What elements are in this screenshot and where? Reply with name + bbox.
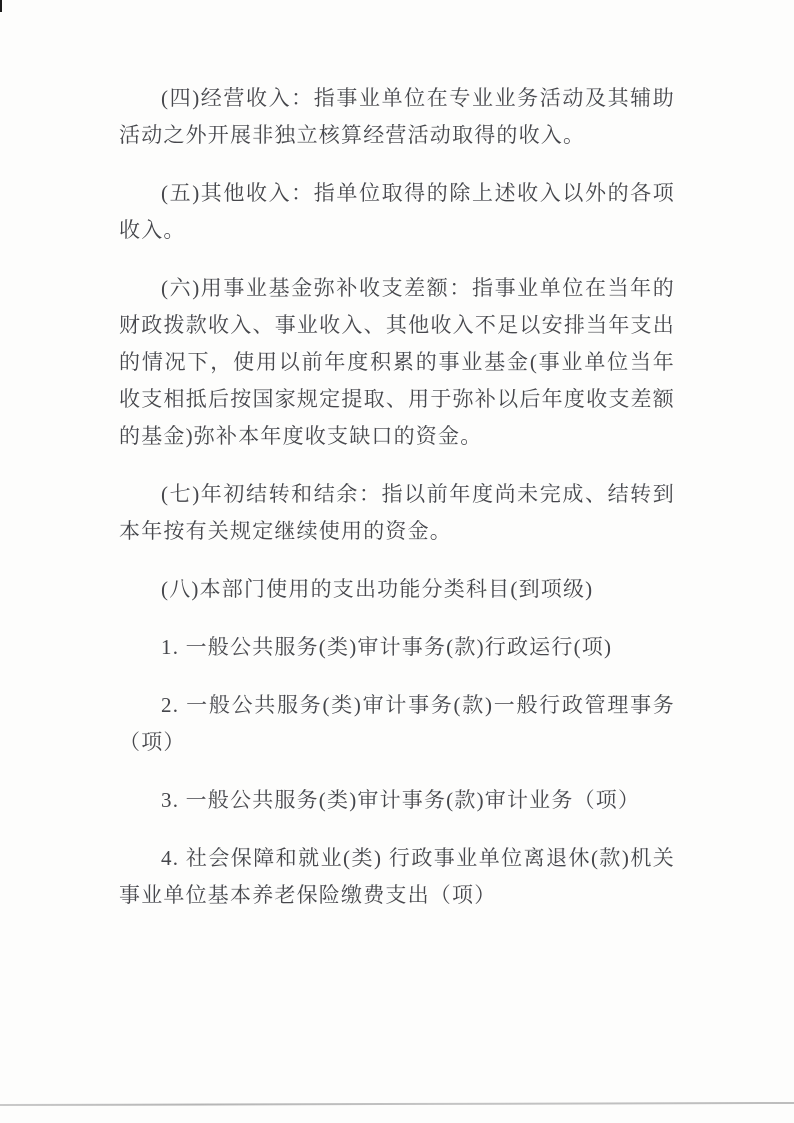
paragraph: 2. 一般公共服务(类)审计事务(款)一般行政管理事务（项）: [119, 693, 675, 754]
paragraph: (七)年初结转和结余：指以前年度尚未完成、结转到本年按有关规定继续使用的资金。: [119, 482, 675, 543]
paragraph: (六)用事业基金弥补收支差额：指事业单位在当年的财政拨款收入、事业收入、其他收入不足以安排当年支出的情况下，使用以前年度积累的事业基金(事业单位当年收支相抵后按国家规定提取、用于弥补以后年度收支差额的基金)弥补本年度收支缺口的资金。: [119, 276, 675, 448]
document-body: [119, 80, 675, 935]
paragraph: (五)其他收入：指单位取得的除上述收入以外的各项收入。: [119, 181, 675, 242]
scan-artifact-top-left: [0, 0, 2, 12]
paragraph: 4. 社会保障和就业(类) 行政事业单位离退休(款)机关事业单位基本养老保险缴费支出（项）: [119, 846, 675, 907]
paragraph: 1. 一般公共服务(类)审计事务(款)行政运行(项): [161, 635, 613, 659]
scan-edge-line: [0, 1102, 794, 1106]
paragraph: 3. 一般公共服务(类)审计事务(款)审计业务（项）: [161, 788, 641, 812]
paragraph: (四)经营收入：指事业单位在专业业务活动及其辅助活动之外开展非独立核算经营活动取得的收入。: [119, 86, 675, 147]
paragraph: (八)本部门使用的支出功能分类科目(到项级): [161, 577, 594, 601]
